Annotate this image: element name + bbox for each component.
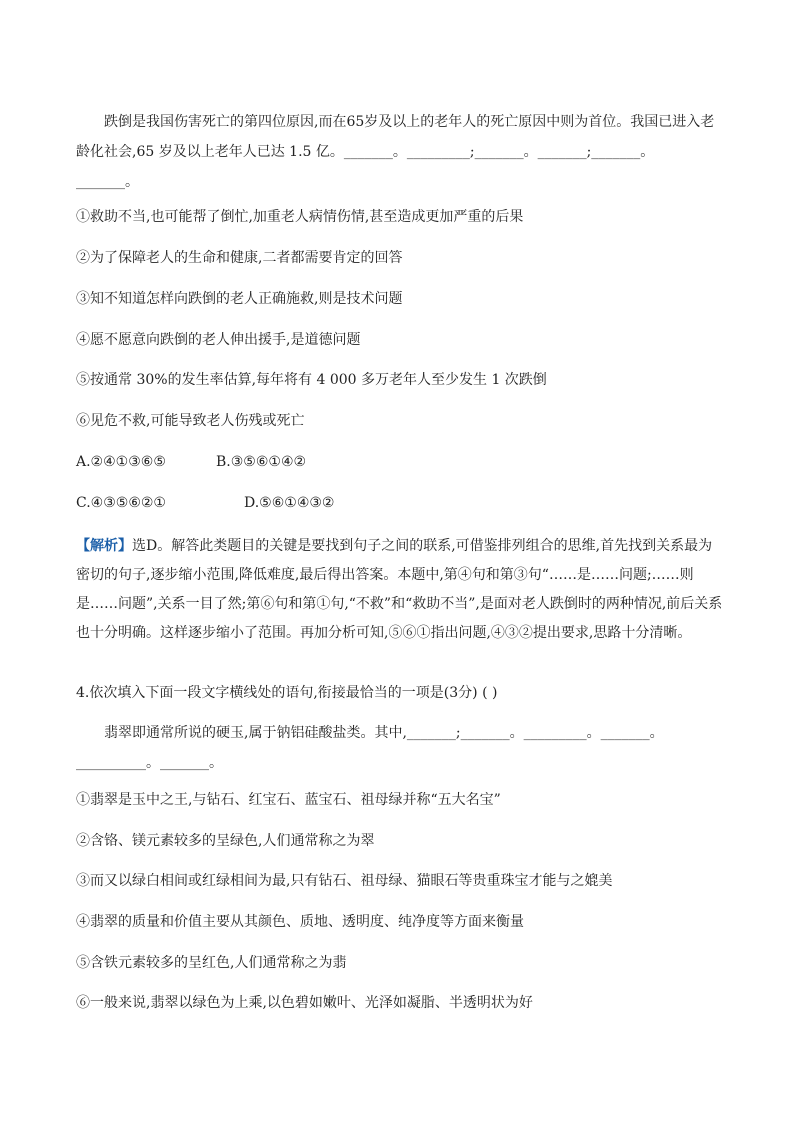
- q4-title: 4.依次填入下面一段文字横线处的语句,衔接最恰当的一项是(3分) ( ): [76, 685, 498, 701]
- q4-stem-text: 翡翠即通常所说的硬玉,属于钠铝硅酸盐类。其中,_______;_______。_________。_______。: [104, 725, 664, 741]
- q4-stem-line2: __________。_______。: [76, 755, 223, 771]
- q4-sentence-1: ①翡翠是玉中之王,与钻石、红宝石、蓝宝石、祖母绿并称“五大名宝”: [76, 792, 501, 808]
- option-a[interactable]: A.②④①③⑥⑤: [76, 454, 166, 470]
- q3-sentence-2: ②为了保障老人的生命和健康,二者都需要肯定的回答: [76, 250, 403, 266]
- q4-sentence-4: ④翡翠的质量和价值主要从其颜色、质地、透明度、纯净度等方面来衡量: [76, 914, 524, 930]
- analysis-text: 选D。解答此类题目的关键是要找到句子之间的联系,可借鉴排列组合的思维,首先找到关系最为密切的句子,逐步缩小范围,降低难度,最后得出答案。本题中,第④句和第③句“……是……问题;……则是……问题”,关系一目了然;第⑥句和第①句,“不救”和“救助不当”,是面对老人跌倒时的两种情况,前后关系也十分明确。这样逐步缩小了范围。再加分析可知,⑤⑥①指出问题,④③②提出要求,思路十分清晰。: [76, 538, 723, 641]
- q3-sentence-1: ①救助不当,也可能帮了倒忙,加重老人病情伤情,甚至造成更加严重的后果: [76, 209, 524, 225]
- q4-sentence-6: ⑥一般来说,翡翠以绿色为上乘,以色碧如嫩叶、光泽如凝脂、半透明状为好: [76, 995, 533, 1011]
- q4-sentence-3: ③而又以绿白相间或红绿相间为最,只有钻石、祖母绿、猫眼石等贵重珠宝才能与之媲美: [76, 873, 613, 889]
- q3-stem-line1: [76, 112, 726, 133]
- q3-sentence-3: ③知不知道怎样向跌倒的老人正确施救,则是技术问题: [76, 291, 403, 307]
- q3-stem-text: 跌倒是我国伤害死亡的第四位原因,而在65岁及以上的老年人的死亡原因中则为首位。我国已进入老: [104, 114, 715, 130]
- option-c[interactable]: C.④③⑤⑥②①: [76, 495, 166, 511]
- q3-options-row2: [76, 493, 726, 514]
- q3-sentence-5: ⑤按通常 30%的发生率估算,每年将有 4 000 多万老年人至少发生 1 次跌倒: [76, 372, 547, 388]
- option-d[interactable]: D.⑤⑥①④③②: [244, 495, 335, 511]
- q3-options-row1: [76, 452, 726, 473]
- q3-analysis: [76, 532, 726, 648]
- q4-sentence-5: ⑤含铁元素较多的呈红色,人们通常称之为翡: [76, 955, 347, 971]
- q3-stem-line3: _______。: [76, 174, 139, 190]
- option-b[interactable]: B.③⑤⑥①④②: [216, 454, 307, 470]
- q4-stem-line1: [76, 723, 726, 744]
- analysis-label: 【解析】: [76, 538, 132, 554]
- q3-sentence-6: ⑥见危不救,可能导致老人伤残或死亡: [76, 413, 305, 429]
- q3-sentence-4: ④愿不愿意向跌倒的老人伸出援手,是道德问题: [76, 332, 361, 348]
- q4-sentence-2: ②含铬、镁元素较多的呈绿色,人们通常称之为翠: [76, 833, 375, 849]
- q3-stem-line2: 龄化社会,65 岁及以上老年人已达 1.5 亿。_______。_________;_______。_______;_______。: [76, 144, 655, 160]
